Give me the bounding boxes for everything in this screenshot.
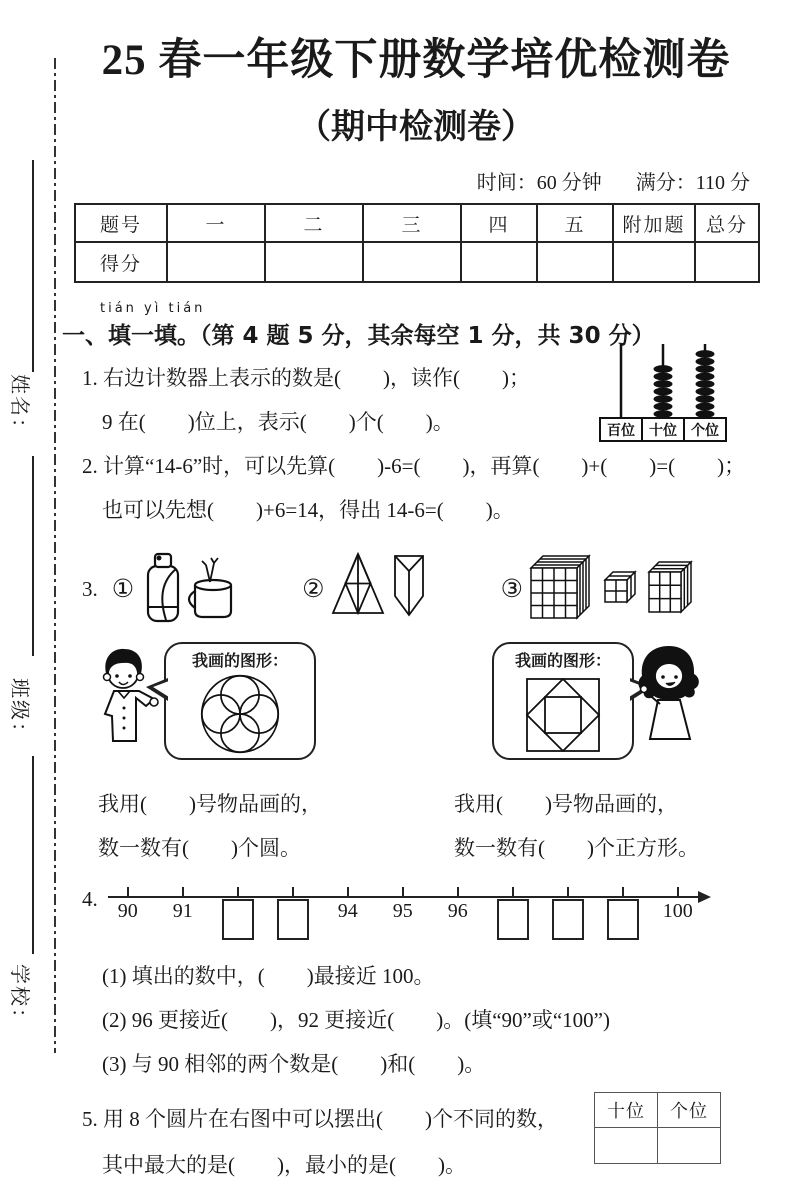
answer-box xyxy=(607,899,639,940)
boy-bubble-label: 我画的图形： xyxy=(191,651,288,670)
score-row-label: 得分 xyxy=(75,242,167,282)
tick-label: 91 xyxy=(172,900,193,922)
paper-title: 25 春一年级下册数学培优检测卷 xyxy=(101,37,731,84)
q4-sub-3: (3) 与 90 相邻的两个数是( )和( )。 xyxy=(102,1052,486,1076)
full-score: 满分：110 分 xyxy=(635,172,750,194)
tick-label: 95 xyxy=(392,900,413,922)
score-cell xyxy=(167,242,265,282)
thermos-and-mug-illustration xyxy=(140,549,240,629)
school-field-label: 学校： xyxy=(8,964,31,1030)
section-1-word: 填一填 xyxy=(108,323,177,349)
circles-drawing xyxy=(197,671,283,757)
section-1-prefix: 一、 xyxy=(62,323,108,349)
question-2 xyxy=(60,444,772,532)
girl-illustration xyxy=(630,644,708,764)
score-cell xyxy=(695,242,759,282)
q3-number: 3. xyxy=(82,576,98,601)
score-header-cell: 三 xyxy=(363,204,461,242)
girl-speech-bubble xyxy=(492,642,634,760)
question-3-drawings xyxy=(60,642,772,770)
cubes-illustration xyxy=(529,550,701,628)
q4-sub-1: (1) 填出的数中，( )最接近 100。 xyxy=(102,964,435,988)
score-header-cell: 四 xyxy=(461,204,537,242)
score-table-header-row xyxy=(75,204,759,242)
tick-label: 100 xyxy=(662,900,693,922)
question-5 xyxy=(60,1096,772,1188)
counting-device-illustration xyxy=(596,342,734,444)
school-blank-line xyxy=(32,756,34,954)
q5-line-2: 其中最大的是( )，最小的是( )。 xyxy=(102,1153,466,1177)
score-table xyxy=(74,203,760,283)
pyramid-and-prism-illustration xyxy=(331,549,431,629)
answer-box xyxy=(222,899,254,940)
score-cell xyxy=(537,242,613,282)
class-field-label: 班级： xyxy=(8,678,31,744)
score-header-cell: 总分 xyxy=(695,204,759,242)
q4-number: 4. xyxy=(82,887,98,911)
pinyin-annotation: tián yì tián xyxy=(100,301,206,316)
score-header-cell: 题号 xyxy=(75,204,167,242)
score-cell xyxy=(461,242,537,282)
number-line xyxy=(108,884,714,950)
class-blank-line xyxy=(32,456,34,656)
boy-speech-bubble xyxy=(164,642,316,760)
tick-label: 90 xyxy=(117,900,138,922)
question-3-items xyxy=(60,546,772,632)
place-value-table xyxy=(594,1092,721,1164)
time-limit: 时间：60 分钟 xyxy=(476,172,602,194)
score-cell xyxy=(363,242,461,282)
paper-subtitle: （期中检测卷） xyxy=(297,109,535,146)
q2-line-2: 也可以先想( )+6=14，得出 14-6=( )。 xyxy=(102,498,514,522)
score-cell xyxy=(613,242,695,282)
answer-box xyxy=(277,899,309,940)
girl-bubble-label: 我画的图形： xyxy=(514,651,611,670)
question-4-subquestions xyxy=(60,954,772,1086)
score-cell xyxy=(265,242,363,282)
svg-text:个位: 个位 xyxy=(691,424,719,439)
q3-left-line-1: 我用( )号物品画的， xyxy=(98,792,322,816)
place-cell xyxy=(595,1128,658,1164)
score-header-cell: 附加题 xyxy=(613,204,695,242)
score-table-score-row xyxy=(75,242,759,282)
score-header-cell: 五 xyxy=(537,204,613,242)
q4-sub-2: (2) 96 更接近( )，92 更接近( )。(填“90”或“100”) xyxy=(102,1008,610,1032)
squares-drawing xyxy=(521,673,605,757)
q3-item2-marker: ② xyxy=(302,576,325,603)
q3-right-line-1: 我用( )号物品画的， xyxy=(454,792,678,816)
q3-right-line-2: 数一数有( )个正方形。 xyxy=(454,836,699,860)
svg-text:十位: 十位 xyxy=(649,424,677,439)
tick-label: 96 xyxy=(447,900,468,922)
number-line-axis xyxy=(108,896,700,898)
question-1 xyxy=(60,356,772,444)
question-4 xyxy=(60,884,772,950)
q3-item3-marker: ③ xyxy=(500,576,524,603)
name-field-label: 姓名： xyxy=(8,374,31,440)
exam-info-line xyxy=(60,166,772,195)
q1-line-1: 1. 右边计数器上表示的数是( )，读作( )； xyxy=(82,366,530,390)
question-3-text xyxy=(60,782,772,870)
boy-illustration xyxy=(90,646,162,766)
svg-text:百位: 百位 xyxy=(607,424,635,439)
q2-line-1: 2. 计算“14-6”时，可以先算( )-6=( )，再算( )+( )=( )； xyxy=(82,454,746,478)
tick-label: 94 xyxy=(337,900,358,922)
answer-box xyxy=(497,899,529,940)
answer-box xyxy=(552,899,584,940)
place-cell xyxy=(658,1128,721,1164)
q3-item1-marker: ① xyxy=(111,576,135,603)
score-header-cell: 二 xyxy=(265,204,363,242)
binding-dash-line xyxy=(54,58,56,1053)
q5-line-1: 5. 用 8 个圆片在右图中可以摆出( )个不同的数， xyxy=(82,1107,558,1131)
place-header-ones: 个位 xyxy=(658,1093,721,1128)
place-header-tens: 十位 xyxy=(595,1093,658,1128)
score-header-cell: 一 xyxy=(167,204,265,242)
name-blank-line xyxy=(32,160,34,372)
q1-line-2: 9 在( )位上，表示( )个( )。 xyxy=(102,410,454,434)
paper-content xyxy=(60,26,772,1188)
section-1-points: 。（第 4 题 5 分，其余每空 1 分，共 30 分） xyxy=(177,323,655,349)
q3-left-line-2: 数一数有( )个圆。 xyxy=(98,836,301,860)
